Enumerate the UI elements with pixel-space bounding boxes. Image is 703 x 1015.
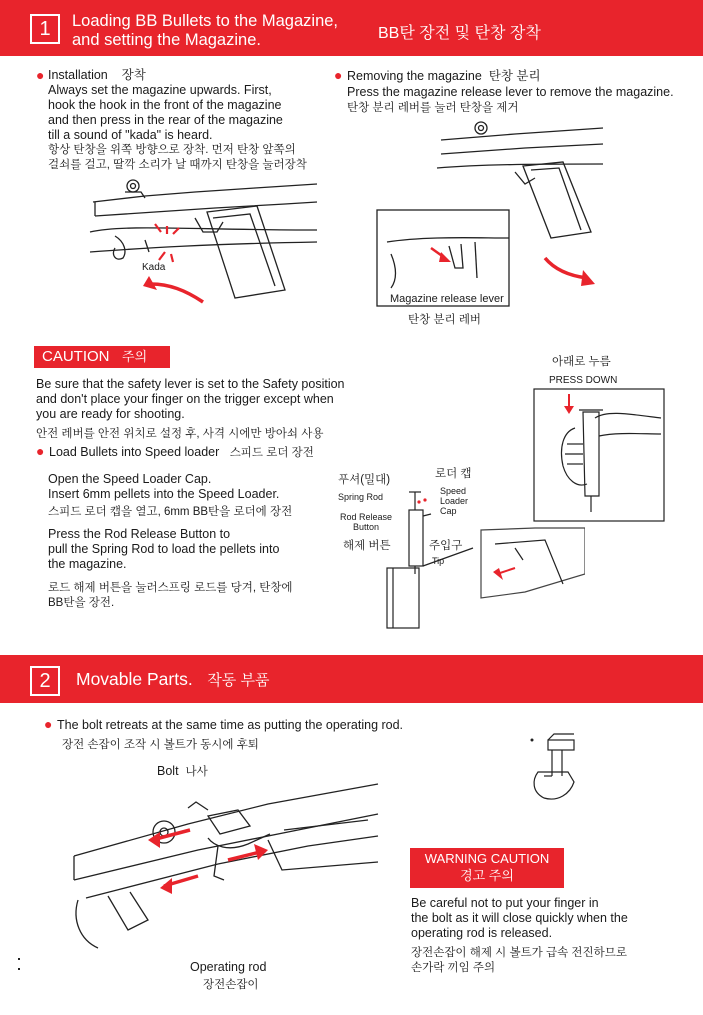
warning-badge bbox=[410, 848, 564, 888]
tip-label-ko: 주입구 bbox=[429, 540, 463, 552]
installation-line-ko: 걸쇠를 걸고, 딸깍 소리가 날 때까지 탄창을 눌러장착 bbox=[48, 159, 307, 171]
section1-title bbox=[72, 12, 338, 50]
installation-heading-ko: 장착 bbox=[121, 68, 146, 82]
removing-bullet-icon: ● bbox=[334, 67, 343, 83]
rod-release-line: Button bbox=[353, 522, 380, 532]
section1-banner bbox=[0, 0, 703, 56]
loader-cap-line: Speed bbox=[440, 486, 467, 496]
bolt-part-label-ko: 나사 bbox=[185, 766, 208, 778]
caution-body bbox=[36, 377, 345, 422]
installation-heading bbox=[48, 68, 146, 83]
finger-pinch-icon bbox=[518, 732, 590, 804]
section2-banner bbox=[0, 655, 703, 703]
scan-dot bbox=[18, 958, 20, 960]
warning-line: operating rod is released. bbox=[411, 926, 553, 940]
warning-line-ko: 장전손잡이 해제 시 볼트가 급속 전진하므로 bbox=[411, 947, 627, 959]
speed-loader-heading-en: Load Bullets into Speed loader bbox=[49, 445, 220, 459]
kada-sound-label: Kada bbox=[142, 262, 166, 273]
speed-loader-line: Press the Rod Release Button to bbox=[48, 527, 231, 541]
speed-loader-line: Open the Speed Loader Cap. bbox=[48, 472, 212, 486]
warning-body-ko bbox=[411, 946, 627, 976]
speed-loader-line: the magazine. bbox=[48, 557, 127, 571]
bolt-line: The bolt retreats at the same time as putting the operating rod. bbox=[57, 718, 404, 732]
rod-release-label-ko: 해제 버튼 bbox=[343, 540, 391, 552]
section2-number: 2 bbox=[30, 666, 60, 696]
magazine-release-lever-label-ko: 탄창 분리 레버 bbox=[408, 314, 482, 326]
removing-heading bbox=[347, 69, 541, 84]
installation-body bbox=[48, 83, 283, 143]
operating-rod-label-ko: 장전손잡이 bbox=[203, 979, 259, 991]
magazine-release-lever-label: Magazine release lever bbox=[390, 293, 504, 305]
installation-line-ko: 항상 탄창을 위쪽 방향으로 장착. 먼저 탄창 앞쪽의 bbox=[48, 144, 296, 156]
section1-title-line1: Loading BB Bullets to the Magazine, bbox=[72, 12, 339, 30]
caution-label-ko: 주의 bbox=[122, 349, 148, 364]
magazine-removal-illustration bbox=[375, 118, 605, 318]
bolt-part-label-en: Bolt bbox=[157, 764, 179, 778]
spring-rod-label: Spring Rod bbox=[338, 492, 384, 502]
speed-loader-bullet-icon: ● bbox=[36, 443, 45, 459]
speed-loader-line-ko: 로드 해제 버튼을 눌러스프링 로드를 당겨, 탄창에 bbox=[48, 582, 293, 594]
speed-loader-diagram bbox=[385, 488, 585, 630]
loader-cap-line: Loader bbox=[440, 496, 469, 506]
warning-line-ko: 손가락 끼임 주의 bbox=[411, 962, 496, 974]
warning-label-ko: 경고 주의 bbox=[460, 868, 514, 883]
caution-line: Be sure that the safety lever is set to the Safety position bbox=[36, 377, 345, 391]
speed-loader-heading bbox=[49, 445, 314, 461]
warning-line: Be careful not to put your finger in bbox=[411, 896, 599, 910]
speed-loader-line: pull the Spring Rod to load the pellets into bbox=[48, 542, 280, 556]
removing-heading-ko: 탄창 분리 bbox=[488, 69, 541, 83]
installation-line: till a sound of "kada" is heard. bbox=[48, 128, 213, 142]
magazine-installation-illustration bbox=[85, 172, 325, 312]
speed-loader-para1 bbox=[48, 472, 279, 502]
section1-title-ko: BB탄 장전 및 탄창 장착 bbox=[378, 25, 541, 42]
scan-dot bbox=[18, 968, 20, 970]
caution-badge bbox=[34, 346, 170, 368]
operating-rod-label: Operating rod bbox=[190, 960, 267, 974]
speed-loader-line-ko: BB탄을 장전. bbox=[48, 597, 115, 609]
section2-title bbox=[76, 669, 269, 690]
warning-label: WARNING CAUTION bbox=[424, 851, 550, 866]
removing-line: Press the magazine release lever to remove the magazine. bbox=[347, 85, 674, 99]
installation-line: and then press in the rear of the magazine bbox=[48, 113, 283, 127]
installation-body-ko bbox=[48, 143, 307, 173]
caution-line-ko: 안전 레버를 안전 위치로 설정 후, 사격 시에만 방아쇠 사용 bbox=[36, 428, 324, 440]
loader-cap-line: Cap bbox=[440, 506, 457, 516]
rod-release-line: Rod Release bbox=[340, 512, 393, 522]
warning-body bbox=[411, 896, 628, 941]
caution-line: and don't place your finger on the trigger except when bbox=[36, 392, 334, 406]
section1-number: 1 bbox=[30, 14, 60, 44]
caution-line: you are ready for shooting. bbox=[36, 407, 185, 421]
tip-label: Tip bbox=[432, 556, 445, 566]
removing-line-ko: 탄창 분리 레버를 눌러 탄창을 제거 bbox=[347, 102, 519, 114]
bolt-bullet-icon: ● bbox=[44, 716, 53, 732]
installation-heading-en: Installation bbox=[48, 68, 108, 82]
speed-loader-para2 bbox=[48, 527, 279, 572]
speed-loader-para2-ko bbox=[48, 581, 293, 611]
speed-loader-para1-ko: 스피드 로더 캡을 열고, 6mm BB탄을 로더에 장전 bbox=[48, 506, 293, 518]
spring-rod-label-ko: 푸셔(밀대) bbox=[338, 474, 391, 486]
section2-title-en: Movable Parts. bbox=[76, 669, 193, 689]
bolt-part-label bbox=[157, 764, 208, 780]
installation-line: hook the hook in the front of the magazine bbox=[48, 98, 282, 112]
bolt-line-ko: 장전 손잡이 조작 시 볼트가 동시에 후퇴 bbox=[62, 739, 259, 751]
section2-title-ko: 작동 부품 bbox=[207, 672, 270, 689]
installation-bullet-icon: ● bbox=[36, 67, 45, 83]
operating-rod-illustration bbox=[68, 780, 380, 956]
speed-loader-line: Insert 6mm pellets into the Speed Loader. bbox=[48, 487, 280, 501]
installation-line: Always set the magazine upwards. First, bbox=[48, 83, 272, 97]
removing-heading-en: Removing the magazine bbox=[347, 69, 482, 83]
warning-line: the bolt as it will close quickly when the bbox=[411, 911, 628, 925]
section1-title-line2: and setting the Magazine. bbox=[72, 31, 261, 49]
caution-label: CAUTION bbox=[42, 348, 110, 365]
speed-loader-heading-ko: 스피드 로더 장전 bbox=[229, 447, 314, 459]
press-down-label-ko: 아래로 누름 bbox=[552, 356, 611, 368]
press-down-label: PRESS DOWN bbox=[549, 375, 618, 386]
loader-cap-label-ko: 로더 캡 bbox=[435, 468, 472, 480]
